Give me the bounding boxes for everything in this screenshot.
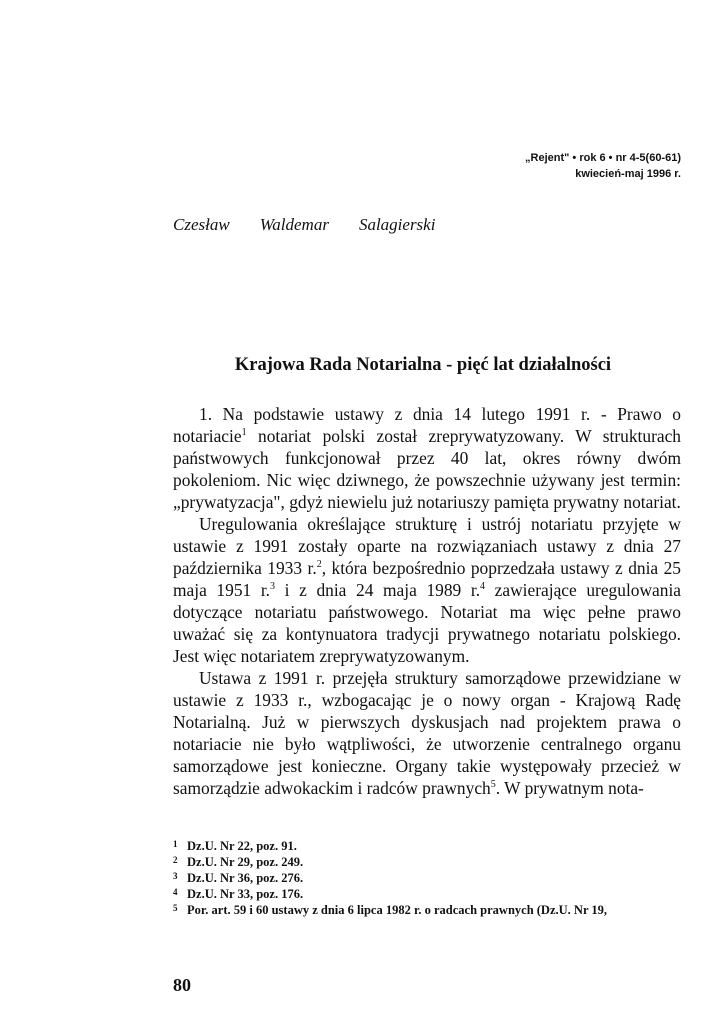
footnote-ref-3: 3 xyxy=(270,581,276,593)
footnote: 2 Dz.U. Nr 29, poz. 249. xyxy=(173,855,304,869)
footnotes xyxy=(173,838,681,918)
journal-date: kwiecień-maj 1996 r. xyxy=(575,168,681,180)
footnote-ref-5: 5 xyxy=(490,779,496,791)
page-number: 80 xyxy=(173,975,191,995)
footnote-ref-4: 4 xyxy=(480,581,486,593)
article-title: Krajowa Rada Notarialna - pięć lat działalności xyxy=(234,355,612,375)
author-last-name: Salagierski xyxy=(358,215,436,234)
footnote: 4 Dz.U. Nr 33, poz. 176. xyxy=(173,887,304,901)
footnote-ref-1: 1 xyxy=(241,427,247,439)
author-middle-name: Waldemar xyxy=(259,215,329,234)
author-first-name: Czesław xyxy=(173,215,230,234)
paragraph-1: 1. Na podstawie ustawy z dnia 14 lutego 1991 r. - Prawo o notariacie$^1$ notariat polski został zreprywatyzowany. W strukturach państwowych funkcjonował przez 40 lat, okres równy dwóm pokoleniom. Nic więc dziwnego, że powszechnie używany jest termin: „prywatyzacja", gdyż niewielu już notariuszy pamięta prywatny notariat. xyxy=(173,404,681,512)
article-body xyxy=(173,403,681,799)
paragraph-2: Uregulowania określające strukturę i ustrój notariatu przyjęte w ustawie z 1991 zostały oparte na rozwiązaniach ustawy z dnia 27 października 1933 r.$^2$, która bezpośrednio poprzedzała ustawy z dnia 25 maja 1951 r.$^3$ i z dnia 24 maja 1989 r.$^4$ zawierające uregulowania dotyczące notariatu państwowego. Notariat ma więc pełne prawo uważać się za kontynuatora tradycji prywatnego notariatu polskiego. Jest więc notariatem zreprywatyzowanym. xyxy=(173,514,681,666)
footnote: 5 Por. art. 59 i 60 ustawy z dnia 6 lipca 1982 r. o radcach prawnych (Dz.U. Nr 19, xyxy=(173,903,608,917)
footnote-ref-2: 2 xyxy=(316,559,322,571)
paragraph-3: Ustawa z 1991 r. przejęła struktury samorządowe przewidziane w ustawie z 1933 r., wzbogacając je o nowy organ - Krajową Radę Notarialną. Już w pierwszych dyskusjach nad projektem prawa o notariacie nie było wątpliwości, że utworzenie centralnego organu samorządowe jest konieczne. Organy takie występowały przecież w samorządzie adwokackim i radców prawnych$^5$. W prywatnym nota- xyxy=(173,668,681,798)
journal-header xyxy=(525,150,681,182)
footnote: 3 Dz.U. Nr 36, poz. 276. xyxy=(173,871,304,885)
author-name xyxy=(173,215,435,235)
journal-citation: „Rejent" • rok 6 • nr 4-5(60-61) xyxy=(525,152,681,164)
footnote: 1 Dz.U. Nr 22, poz. 91. xyxy=(173,839,297,853)
